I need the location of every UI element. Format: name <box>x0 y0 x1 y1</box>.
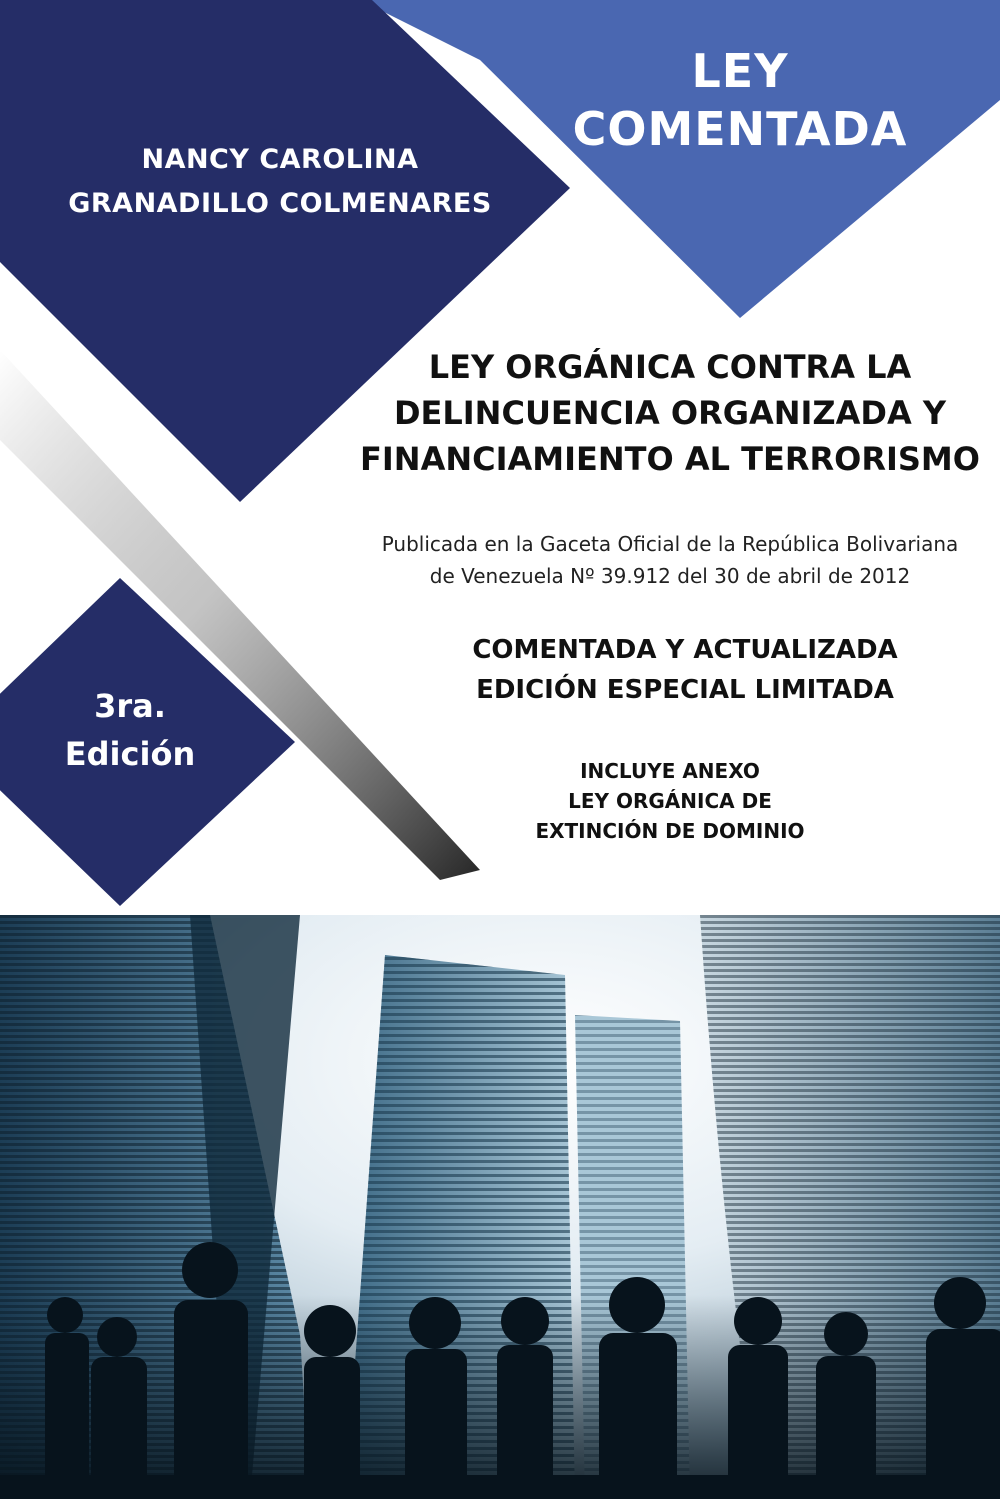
title-line: FINANCIAMIENTO AL TERRORISMO <box>360 440 980 478</box>
badge-text: LEY COMENTADA <box>572 44 908 156</box>
ley-comentada-badge <box>560 42 920 158</box>
skyscrapers-photo <box>0 915 1000 1499</box>
subtitle <box>340 630 1000 710</box>
publication-line: de Venezuela Nº 39.912 del 30 de abril de 2012 <box>429 564 911 588</box>
title-line: DELINCUENCIA ORGANIZADA Y <box>393 394 947 432</box>
edition-line: Edición <box>64 735 196 773</box>
subtitle-line: COMENTADA Y ACTUALIZADA <box>472 635 898 665</box>
annex-line: INCLUYE ANEXO <box>580 759 760 783</box>
publication-note <box>340 528 1000 592</box>
title-line: LEY ORGÁNICA CONTRA LA <box>428 348 912 386</box>
annex-note <box>500 756 840 846</box>
edition-line: 3ra. <box>94 687 166 725</box>
publication-line: Publicada en la Gaceta Oficial de la República Bolivariana <box>381 532 959 556</box>
subtitle-line: EDICIÓN ESPECIAL LIMITADA <box>476 675 894 705</box>
author-name <box>40 138 520 226</box>
annex-line: LEY ORGÁNICA DE <box>568 789 772 813</box>
annex-line: EXTINCIÓN DE DOMINIO <box>535 819 805 843</box>
edition-label <box>20 682 240 778</box>
author-line: NANCY CAROLINA <box>141 144 419 175</box>
book-title <box>340 344 1000 482</box>
author-line: GRANADILLO COLMENARES <box>68 188 492 219</box>
